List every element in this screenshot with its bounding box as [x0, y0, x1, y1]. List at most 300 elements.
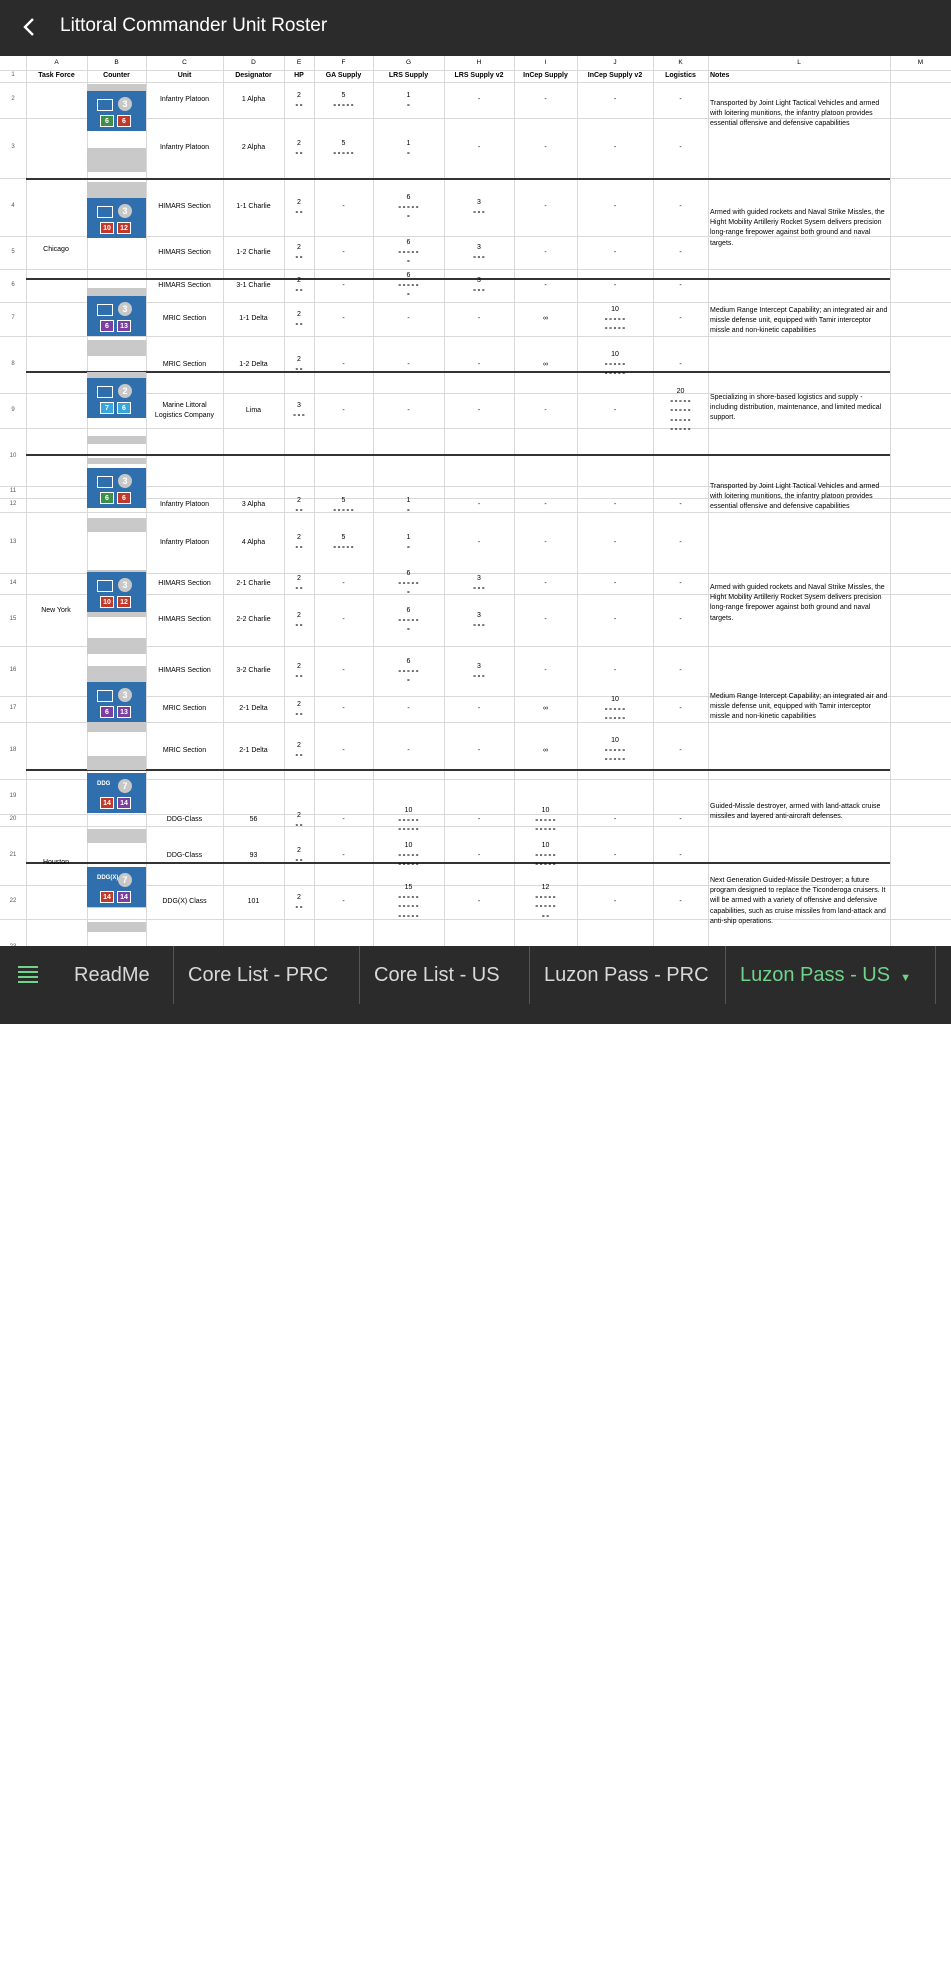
unit-counter[interactable] [87, 682, 146, 722]
row-number-20[interactable]: 20 [9, 816, 17, 822]
all-sheets-menu-button[interactable] [18, 966, 40, 984]
row-number-16[interactable]: 16 [9, 667, 17, 673]
row-number-9[interactable]: 9 [11, 407, 15, 413]
tab-label: Core List - US [374, 964, 500, 986]
cell-incep2[interactable]: 10 ∘∘∘∘∘ ∘∘∘∘∘ [604, 306, 626, 332]
column-letter-D[interactable]: D [251, 59, 256, 66]
counter-strength-badge: 3 [118, 204, 132, 218]
cell-des[interactable]: 1-1 Charlie [236, 203, 271, 210]
cell-lrs[interactable]: 1 ∘ [406, 534, 411, 551]
cell-hp[interactable]: 3 ∘∘∘ [292, 402, 306, 419]
counter-value-badge: 14 [117, 797, 131, 809]
counter-placeholder [87, 666, 146, 682]
cell-lrs2[interactable]: 3 ∘∘∘ [472, 244, 486, 261]
counter-strength-badge: 3 [118, 474, 132, 488]
counter-strength-badge: 3 [118, 97, 132, 111]
cell-hp[interactable]: 2 ∘∘ [294, 812, 304, 829]
cell-log[interactable]: - [679, 705, 682, 712]
cell-incep2[interactable]: - [613, 539, 617, 546]
cell-lrs[interactable]: 6 ∘∘∘∘∘ ∘ [397, 194, 420, 220]
cell-log[interactable]: - [679, 361, 682, 368]
cell-lrs[interactable]: 1 ∘ [406, 140, 411, 157]
row-number-10[interactable]: 10 [9, 453, 17, 459]
cell-incep[interactable]: - [544, 501, 547, 508]
cell-incep2[interactable]: - [613, 501, 617, 508]
column-letter-L[interactable]: L [797, 59, 801, 66]
cell-des[interactable]: 2 Alpha [241, 144, 266, 151]
cell-hp[interactable]: 2 ∘∘ [294, 277, 304, 294]
counter-placeholder [87, 922, 146, 932]
cell-log[interactable]: - [679, 96, 682, 103]
unit-counter[interactable] [87, 773, 146, 813]
counter-value-badge: 13 [117, 320, 131, 332]
cell-lrs[interactable]: 10 ∘∘∘∘∘ ∘∘∘∘∘ [397, 807, 420, 833]
caret-down-icon[interactable]: ▼ [900, 972, 911, 984]
page-title: Littoral Commander Unit Roster [60, 15, 328, 36]
column-letter-F[interactable]: F [341, 59, 346, 66]
group-divider [26, 371, 890, 373]
cell-log[interactable]: - [679, 282, 682, 289]
cell-incep2[interactable]: - [613, 96, 617, 103]
notes-cell[interactable]: Specializing in shore-based logistics and supply - including distribution, maintenance, and limited medical support. [710, 394, 882, 422]
tab-label: Luzon Pass - PRC [544, 964, 709, 986]
row-number-6[interactable]: 6 [11, 282, 15, 288]
cell-hp[interactable]: 2 ∘∘ [294, 311, 304, 328]
cell-lrs2[interactable]: - [477, 705, 481, 712]
grid-line-v [26, 56, 27, 946]
group-divider [26, 454, 890, 456]
counter-strength-badge: 3 [118, 688, 132, 702]
unit-counter[interactable] [87, 296, 146, 336]
cell-incep2[interactable]: - [613, 616, 617, 623]
cell-unit[interactable]: Marine Littoral Logistics Company [154, 402, 215, 419]
column-letter-B[interactable]: B [114, 59, 119, 66]
cell-ga[interactable]: - [342, 616, 345, 623]
tab-label: Luzon Pass - US [740, 964, 891, 986]
cell-des[interactable]: 2-1 Charlie [236, 580, 271, 587]
top-bar [0, 0, 951, 56]
cell-unit[interactable]: HIMARS Section [158, 249, 211, 256]
cell-lrs2[interactable]: - [477, 361, 481, 368]
cell-lrs[interactable]: - [407, 407, 410, 414]
cell-unit[interactable]: HIMARS Section [158, 667, 211, 674]
cell-hp[interactable]: 2 ∘∘ [294, 612, 304, 629]
row-number-18[interactable]: 18 [9, 747, 17, 753]
cell-incep2[interactable]: 10 ∘∘∘∘∘ ∘∘∘∘∘ [604, 737, 626, 763]
cell-des[interactable]: 101 [247, 898, 260, 905]
notes-cell[interactable]: Next Generation Guided-Missile Destroyer; a future program designed to replace the Ticonderoga cruisers. It will be armed with a variety of offensive and defensive capabilities, such as cruise missiles from land-attack and anti-ship operations. [710, 877, 886, 925]
grid-line-h [0, 428, 951, 429]
cell-incep2[interactable]: - [613, 249, 617, 256]
header-lrs-supply-v2[interactable]: LRS Supply v2 [454, 72, 504, 79]
row-number-3[interactable]: 3 [11, 144, 15, 150]
cell-unit[interactable]: DDG(X) Class [162, 898, 207, 905]
cell-incep2[interactable]: - [613, 407, 617, 414]
cell-incep[interactable]: - [544, 407, 547, 414]
cell-log[interactable]: - [679, 144, 682, 151]
cell-lrs2[interactable]: 3 ∘∘∘ [472, 663, 486, 680]
cell-lrs2[interactable]: 3 ∘∘∘ [472, 277, 486, 294]
unit-counter[interactable] [87, 378, 146, 418]
cell-incep2[interactable]: - [613, 852, 617, 859]
cell-ga[interactable]: 5 ∘∘∘∘∘ [332, 140, 355, 157]
cell-des[interactable]: 56 [249, 816, 258, 823]
header-lrs-supply[interactable]: LRS Supply [388, 72, 429, 79]
cell-hp[interactable]: 2 ∘∘ [294, 244, 304, 261]
cell-des[interactable]: 2-2 Charlie [236, 616, 271, 623]
cell-incep[interactable]: ∞ [543, 705, 548, 712]
cell-ga[interactable]: - [342, 249, 345, 256]
cell-log[interactable]: - [679, 816, 682, 823]
logistics-icon [97, 386, 113, 398]
cell-des[interactable]: 1-2 Charlie [236, 249, 271, 256]
counter-value-badge: 6 [100, 320, 114, 332]
notes-cell[interactable]: Guided-Missle destroyer, armed with land-attack cruise missiles and layered anti-aircraft defenses. [710, 803, 881, 821]
cell-incep2[interactable]: - [613, 203, 617, 210]
row-number-15[interactable]: 15 [9, 616, 17, 622]
tab-luzon-pass-us[interactable] [726, 946, 936, 1004]
row-number-17[interactable]: 17 [9, 705, 17, 711]
cell-lrs[interactable]: 6 ∘∘∘∘∘ ∘ [397, 570, 420, 596]
header-hp[interactable]: HP [294, 72, 304, 79]
cell-incep[interactable]: ∞ [543, 747, 548, 754]
counter-strength-badge: 7 [118, 779, 132, 793]
notes-cell[interactable]: Transported by Joint Light Tactical Vehicles and armed with loitering munitions, the infantry platoon provides essential offensive and defensive capabilities [710, 100, 880, 128]
cell-ga[interactable]: 5 ∘∘∘∘∘ [332, 534, 355, 551]
counter-value-badge: 10 [100, 222, 114, 234]
group-divider [26, 178, 890, 180]
notes-cell[interactable]: Medium Range Intercept Capability; an integrated air and missle defense unit, equipped with Tamir interceptor missle and non-kinetic capabilities [710, 307, 888, 335]
cell-lrs[interactable]: - [407, 705, 410, 712]
counter-value-badge: 14 [100, 891, 114, 903]
cell-unit[interactable]: HIMARS Section [158, 203, 211, 210]
cell-incep[interactable]: - [544, 282, 547, 289]
row-number-2[interactable]: 2 [11, 96, 15, 102]
cell-unit[interactable]: Infantry Platoon [159, 96, 210, 103]
cell-log[interactable]: - [679, 580, 682, 587]
counter-strength-badge: 3 [118, 578, 132, 592]
unit-counter[interactable] [87, 91, 146, 131]
counter-value-badge: 13 [117, 706, 131, 718]
cell-incep2[interactable]: - [613, 667, 617, 674]
cell-lrs[interactable]: - [407, 315, 410, 322]
counter-placeholder [87, 722, 146, 732]
cell-ga[interactable]: - [342, 852, 345, 859]
row-number-14[interactable]: 14 [9, 580, 17, 586]
cell-unit[interactable]: Infantry Platoon [159, 539, 210, 546]
cell-incep[interactable]: - [544, 616, 547, 623]
row-number-22[interactable]: 22 [9, 898, 17, 904]
unit-counter[interactable] [87, 198, 146, 238]
cell-des[interactable]: 3 Alpha [241, 501, 266, 508]
cell-incep[interactable]: - [544, 580, 547, 587]
cell-incep2[interactable]: - [613, 580, 617, 587]
cell-hp[interactable]: 2 ∘∘ [294, 847, 304, 864]
unit-counter[interactable] [87, 572, 146, 612]
cell-incep[interactable]: 12 ∘∘∘∘∘ ∘∘∘∘∘ ∘∘ [534, 884, 557, 920]
cell-unit[interactable]: MRIC Section [162, 705, 207, 712]
cell-incep2[interactable]: - [613, 282, 617, 289]
header-logistics[interactable]: Logistics [665, 72, 696, 79]
counter-value-badge: 6 [117, 492, 131, 504]
cell-log[interactable]: 20 ∘∘∘∘∘ ∘∘∘∘∘ ∘∘∘∘∘ ∘∘∘∘∘ [669, 388, 692, 433]
cell-hp[interactable]: 2 ∘∘ [294, 92, 304, 109]
notes-cell[interactable]: Armed with guided rockets and Naval Strike Missles, the Hight Mobility Artilleriy Rocket Sysem delivers precision long-range firepower against both ground and naval targets. [710, 209, 885, 247]
task-force-label: Chicago [43, 246, 69, 253]
cell-unit[interactable]: HIMARS Section [158, 580, 211, 587]
cell-unit[interactable]: DDG-Class [166, 852, 203, 859]
cell-log[interactable]: - [679, 747, 682, 754]
counter-placeholder [87, 638, 146, 654]
counter-value-badge: 12 [117, 596, 131, 608]
cell-lrs2[interactable]: - [477, 96, 481, 103]
unit-counter[interactable] [87, 468, 146, 508]
counter-strength-badge: 2 [118, 384, 132, 398]
column-letter-I[interactable]: I [544, 59, 547, 66]
counter-placeholder [87, 518, 146, 532]
sheet-tab-bar [0, 946, 951, 1024]
cell-lrs[interactable]: - [407, 747, 410, 754]
launcher-icon [97, 206, 113, 218]
cell-unit[interactable]: HIMARS Section [158, 616, 211, 623]
column-letter-H[interactable]: H [476, 59, 482, 66]
notes-cell[interactable]: Transported by Joint Light Tactical Vehicles and armed with loitering munitions, the infantry platoon provides essential offensive and defensive capabilities [710, 483, 880, 511]
cell-ga[interactable]: 5 ∘∘∘∘∘ [332, 497, 355, 514]
counter-placeholder [87, 148, 146, 172]
cell-lrs2[interactable]: - [477, 501, 481, 508]
cell-incep[interactable]: 10 ∘∘∘∘∘ ∘∘∘∘∘ [534, 842, 557, 868]
group-divider [26, 862, 890, 864]
tab-label: Core List - PRC [188, 964, 329, 986]
cell-hp[interactable]: 2 ∘∘ [294, 894, 304, 911]
header-incep-supply[interactable]: InCep Supply [523, 72, 568, 79]
cell-hp[interactable]: 2 ∘∘ [294, 663, 304, 680]
envelope-icon [97, 476, 113, 488]
counter-placeholder [87, 458, 146, 464]
column-letter-K[interactable]: K [678, 59, 683, 66]
cell-ga[interactable]: - [342, 315, 345, 322]
header-incep-supply-v2[interactable]: InCep Supply v2 [587, 72, 643, 79]
grid-line-h [0, 269, 951, 270]
header-task-force[interactable]: Task Force [38, 72, 75, 79]
cell-ga[interactable]: - [342, 898, 345, 905]
cell-log[interactable]: - [679, 315, 682, 322]
counter-placeholder [87, 436, 146, 444]
cell-incep2[interactable]: - [613, 898, 617, 905]
cell-ga[interactable]: - [342, 282, 345, 289]
counter-value-badge: 6 [117, 402, 131, 414]
ddg-icon: DDG [97, 781, 111, 787]
cell-log[interactable]: - [679, 249, 682, 256]
row-number-8[interactable]: 8 [11, 361, 15, 367]
cell-lrs[interactable]: 6 ∘∘∘∘∘ ∘ [397, 239, 420, 265]
cell-lrs2[interactable]: - [477, 407, 481, 414]
cell-ga[interactable]: 5 ∘∘∘∘∘ [332, 92, 355, 109]
spreadsheet-grid[interactable] [0, 56, 951, 946]
column-letter-A[interactable]: A [54, 59, 59, 66]
header-unit[interactable]: Unit [177, 72, 192, 79]
counter-placeholder [87, 756, 146, 770]
cell-lrs[interactable]: 6 ∘∘∘∘∘ ∘ [397, 658, 420, 684]
back-button[interactable] [18, 13, 42, 41]
cell-des[interactable]: 2-1 Delta [239, 747, 268, 754]
cell-unit[interactable]: HIMARS Section [158, 282, 211, 289]
cell-ga[interactable]: - [342, 705, 345, 712]
row-number-4[interactable]: 4 [11, 203, 15, 209]
counter-placeholder [87, 829, 146, 843]
chevron-left-icon [18, 13, 42, 41]
ddg-icon: DDG(X) [97, 875, 119, 881]
cell-des[interactable]: Lima [245, 407, 262, 414]
cell-lrs[interactable]: - [407, 361, 410, 368]
cell-lrs[interactable]: 1 ∘ [406, 497, 411, 514]
cell-hp[interactable]: 2 ∘∘ [294, 701, 304, 718]
cell-incep[interactable]: - [544, 667, 547, 674]
header-ga-supply[interactable]: GA Supply [325, 72, 362, 79]
counter-value-badge: 6 [100, 492, 114, 504]
cell-ga[interactable]: - [342, 667, 345, 674]
cell-lrs[interactable]: 6 ∘∘∘∘∘ ∘ [397, 607, 420, 633]
cell-incep[interactable]: ∞ [543, 315, 548, 322]
cell-incep[interactable]: - [544, 249, 547, 256]
column-letter-M[interactable]: M [917, 59, 924, 66]
cell-des[interactable]: 3-2 Charlie [236, 667, 271, 674]
cell-unit[interactable]: Infantry Platoon [159, 501, 210, 508]
cell-log[interactable]: - [679, 898, 682, 905]
cell-hp[interactable]: 2 ∘∘ [294, 140, 304, 157]
cell-lrs2[interactable]: 3 ∘∘∘ [472, 199, 486, 216]
notes-cell[interactable]: Medium Range Intercept Capability; an integrated air and missle defense unit, equipped with Tamir interceptor missle and non-kinetic capabilities [710, 693, 888, 721]
cell-log[interactable]: - [679, 852, 682, 859]
cell-unit[interactable]: MRIC Section [162, 361, 207, 368]
home-indicator [525, 1958, 881, 1962]
cell-incep[interactable]: - [544, 144, 547, 151]
cell-lrs[interactable]: 15 ∘∘∘∘∘ ∘∘∘∘∘ ∘∘∘∘∘ [397, 884, 420, 920]
cell-lrs2[interactable]: - [477, 315, 481, 322]
grid-line-h [0, 82, 951, 83]
cell-lrs[interactable]: 6 ∘∘∘∘∘ ∘ [397, 272, 420, 298]
tab-readme[interactable] [60, 946, 174, 1004]
task-force-label: Houston [42, 859, 70, 866]
cell-des[interactable]: 2-1 Delta [239, 705, 268, 712]
counter-strength-badge: 7 [118, 873, 132, 887]
cell-incep2[interactable]: 10 ∘∘∘∘∘ ∘∘∘∘∘ [604, 696, 626, 722]
cell-incep2[interactable]: - [613, 816, 617, 823]
row-number-12[interactable]: 12 [9, 501, 17, 507]
cell-lrs2[interactable]: - [477, 144, 481, 151]
cell-lrs2[interactable]: 3 ∘∘∘ [472, 575, 486, 592]
cell-hp[interactable]: 2 ∘∘ [294, 534, 304, 551]
cell-log[interactable]: - [679, 501, 682, 508]
cell-unit[interactable]: MRIC Section [162, 315, 207, 322]
header-designator[interactable]: Designator [235, 72, 272, 79]
cell-incep2[interactable]: - [613, 144, 617, 151]
cell-lrs2[interactable]: - [477, 539, 481, 546]
cell-incep2[interactable]: 10 ∘∘∘∘∘ ∘∘∘∘∘ [604, 351, 626, 377]
cell-des[interactable]: 1-2 Delta [239, 361, 268, 368]
cell-lrs[interactable]: 10 ∘∘∘∘∘ ∘∘∘∘∘ [397, 842, 420, 868]
cell-hp[interactable]: 2 ∘∘ [294, 497, 304, 514]
counter-value-badge: 7 [100, 402, 114, 414]
cell-ga[interactable]: - [342, 407, 345, 414]
cell-hp[interactable]: 2 ∘∘ [294, 742, 304, 759]
row-number-11[interactable]: 11 [9, 488, 17, 494]
counter-value-badge: 10 [100, 596, 114, 608]
launcher-icon [97, 580, 113, 592]
notes-cell[interactable]: Armed with guided rockets and Naval Strike Missles, the Hight Mobility Artilleriy Rocket Sysem delivers precision long-range firepower against both ground and naval targets. [710, 584, 885, 622]
cell-des[interactable]: 3-1 Charlie [236, 282, 271, 289]
row-number-1[interactable]: 1 [11, 72, 15, 78]
cell-unit[interactable]: MRIC Section [162, 747, 207, 754]
tab-core-list-prc[interactable] [174, 946, 360, 1004]
cell-des[interactable]: 93 [249, 852, 258, 859]
task-force-label: New York [41, 607, 71, 614]
cell-ga[interactable]: - [342, 361, 345, 368]
column-letter-G[interactable]: G [405, 59, 412, 66]
cell-incep[interactable]: - [544, 96, 547, 103]
cell-lrs2[interactable]: - [477, 898, 481, 905]
column-letter-C[interactable]: C [182, 59, 187, 66]
cell-log[interactable]: - [679, 667, 682, 674]
cell-hp[interactable]: 2 ∘∘ [294, 575, 304, 592]
cell-des[interactable]: 4 Alpha [241, 539, 266, 546]
cell-lrs2[interactable]: - [477, 747, 481, 754]
cell-ga[interactable]: - [342, 816, 345, 823]
counter-value-badge: 6 [100, 706, 114, 718]
grid-line-h [0, 826, 951, 827]
cell-hp[interactable]: 2 ∘∘ [294, 199, 304, 216]
row-number-5[interactable]: 5 [11, 249, 15, 255]
cell-incep[interactable]: - [544, 539, 547, 546]
header-counter[interactable]: Counter [103, 72, 130, 79]
cell-incep[interactable]: 10 ∘∘∘∘∘ ∘∘∘∘∘ [534, 807, 557, 833]
cell-lrs[interactable]: 1 ∘ [406, 92, 411, 109]
counter-value-badge: 14 [100, 797, 114, 809]
column-letter-J[interactable]: J [613, 59, 617, 66]
counter-value-badge: 6 [100, 115, 114, 127]
tab-core-list-us[interactable] [360, 946, 530, 1004]
cell-lrs2[interactable]: - [477, 816, 481, 823]
cell-log[interactable]: - [679, 203, 682, 210]
cell-log[interactable]: - [679, 616, 682, 623]
header-notes[interactable]: Notes [710, 72, 730, 79]
tab-luzon-pass-prc[interactable] [530, 946, 726, 1004]
cell-lrs2[interactable]: 3 ∘∘∘ [472, 612, 486, 629]
counter-value-badge: 14 [117, 891, 131, 903]
cell-log[interactable]: - [679, 539, 682, 546]
cell-des[interactable]: 1 Alpha [241, 96, 266, 103]
column-letter-E[interactable]: E [296, 59, 302, 66]
cell-lrs2[interactable]: - [477, 852, 481, 859]
cell-incep[interactable]: ∞ [543, 361, 548, 368]
row-number-7[interactable]: 7 [11, 315, 15, 321]
cell-hp[interactable]: 2 ∘∘ [294, 356, 304, 373]
cell-ga[interactable]: - [342, 747, 345, 754]
cell-incep[interactable]: - [544, 203, 547, 210]
cell-unit[interactable]: DDG-Class [166, 816, 203, 823]
counter-placeholder [87, 340, 146, 356]
row-number-21[interactable]: 21 [9, 852, 17, 858]
envelope-icon [97, 99, 113, 111]
row-number-19[interactable]: 19 [9, 793, 17, 799]
unit-counter[interactable] [87, 867, 146, 907]
grid-line-v [708, 56, 709, 946]
cell-ga[interactable]: - [342, 580, 345, 587]
cell-ga[interactable]: - [342, 203, 345, 210]
cell-unit[interactable]: Infantry Platoon [159, 144, 210, 151]
row-number-13[interactable]: 13 [9, 539, 17, 545]
cell-des[interactable]: 1-1 Delta [239, 315, 268, 322]
